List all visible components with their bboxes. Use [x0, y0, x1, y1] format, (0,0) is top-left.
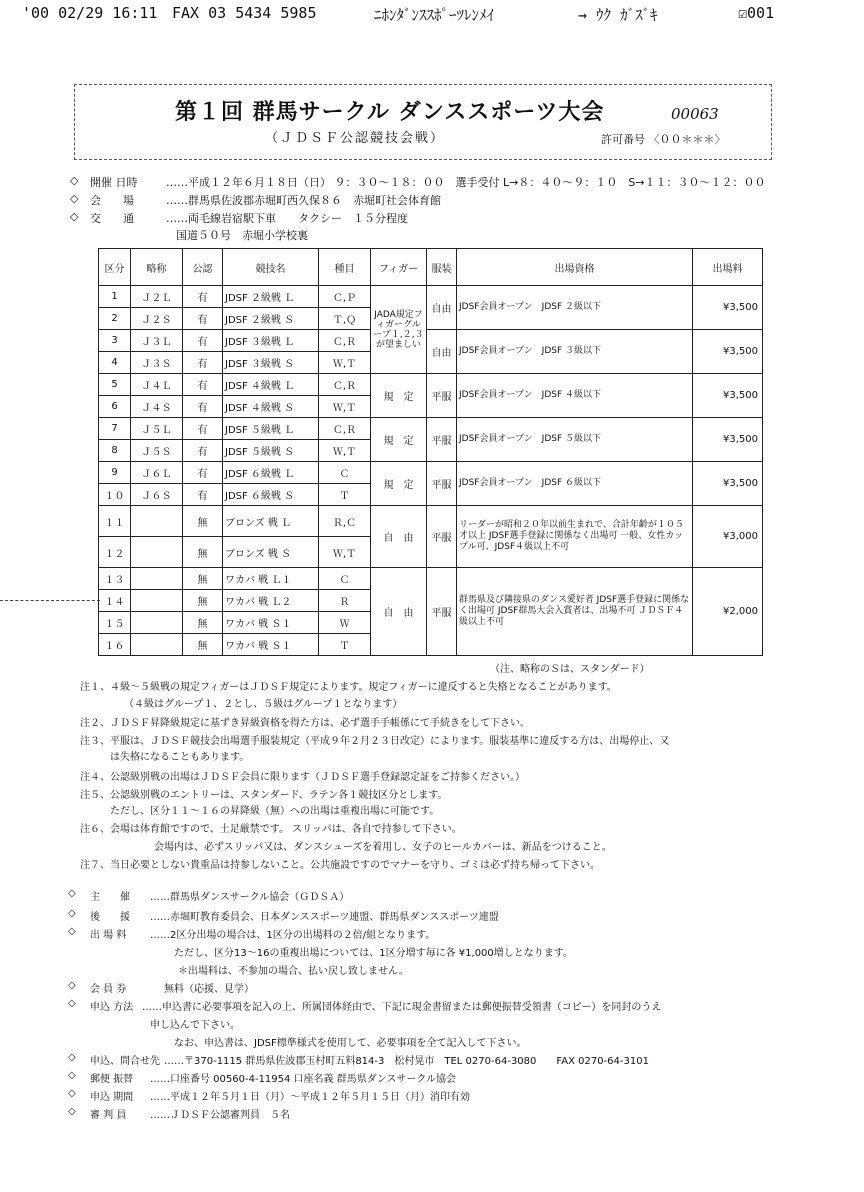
cell-event: Ｃ [319, 462, 371, 484]
note-line: ただし、区分１１～１６の昇降級（無）への出場は重複出場に可能です。 [110, 806, 440, 817]
note-line: 注６、会場は体育館ですので、土足厳禁です。 スリッパは、各自で持参して下さい。 [80, 824, 462, 835]
cell-code: Ｊ４Ｓ [131, 396, 183, 418]
cell-name: JDSF ５級戦 Ｌ [223, 418, 319, 440]
cell-name: ワカバ 戦 Ｓ１ [223, 634, 319, 656]
footer-value: ……2区分出場の場合は、1区分の出場料の２倍/組となります。 [150, 930, 436, 941]
footer-label: 申込 期間 [90, 1092, 134, 1103]
cell-name: JDSF ６級戦 Ｓ [223, 484, 319, 506]
cell-no: １６ [99, 634, 131, 656]
cell-official: 有 [183, 374, 223, 396]
cell-dress: 自由 [427, 330, 457, 374]
col-header: 公認 [183, 249, 223, 286]
cell-name: ブロンズ 戦 Ｓ [223, 537, 319, 568]
cell-event: Ｃ [319, 568, 371, 590]
cell-official: 有 [183, 286, 223, 308]
cell-official: 有 [183, 330, 223, 352]
col-header: 出場資格 [457, 249, 693, 286]
cell-figure: 自 由 [371, 506, 427, 568]
col-header: 競技名 [223, 249, 319, 286]
cell-code [131, 590, 183, 612]
footer-value: ……平成１２年５月１日（月）～平成１２年５月１５日（月）消印有効 [150, 1092, 470, 1103]
cell-qualification: JDSF会員オープン JDSF ３級以下 [457, 330, 693, 374]
cell-figure: 自 由 [371, 568, 427, 656]
footer-label: 後 援 [90, 912, 130, 923]
footer-value: 申し込んで下さい。 [150, 1020, 240, 1031]
col-header: 区分 [99, 249, 131, 286]
footer-section [68, 888, 848, 1128]
cell-event: Ｃ,Ｒ [319, 330, 371, 352]
cell-fee: ¥3,500 [693, 286, 763, 330]
cell-name: ワカバ 戦 Ｌ１ [223, 568, 319, 590]
competition-table [98, 248, 763, 656]
table-row [99, 330, 763, 352]
cell-event: Ｗ,Ｔ [319, 396, 371, 418]
info-line-access-2 [70, 227, 810, 243]
cell-figure: 規 定 [371, 374, 427, 418]
cell-qualification: JDSF会員オープン JDSF ６級以下 [457, 462, 693, 506]
diamond-icon: ◇ [70, 210, 79, 223]
cell-name: ワカバ 戦 Ｌ２ [223, 590, 319, 612]
cell-fee: ¥2,000 [693, 568, 763, 656]
cell-no: １３ [99, 568, 131, 590]
cell-name: JDSF ３級戦 Ｓ [223, 352, 319, 374]
cell-no: 3 [99, 330, 131, 352]
cell-official: 無 [183, 506, 223, 537]
diamond-icon: ◇ [68, 888, 76, 899]
cell-official: 有 [183, 396, 223, 418]
diamond-icon: ◇ [68, 908, 76, 919]
cell-qualification: リーダーが昭和２０年以前生まれで、合計年齢が１０５才以上 JDSF選手登録に関係なく出場可 一般、女性カップル可、JDSF４級以上不可 [457, 506, 693, 568]
cell-code [131, 568, 183, 590]
cell-official: 無 [183, 612, 223, 634]
cell-no: 7 [99, 418, 131, 440]
info-line-venue [70, 192, 810, 208]
footer-value: ……申込書に必要事項を記入の上、所属団体経由で、下記に現金書留または郵便振替受領書（コピー）を同封のうえ [142, 1002, 662, 1013]
cell-name: JDSF ５級戦 Ｓ [223, 440, 319, 462]
diamond-icon: ◇ [68, 926, 76, 937]
table-row [99, 462, 763, 484]
cell-no: １４ [99, 590, 131, 612]
permit-number: 許可番号 〈００＊＊＊〉 [601, 133, 726, 146]
cell-code: Ｊ３Ｌ [131, 330, 183, 352]
cell-code: Ｊ２Ｓ [131, 308, 183, 330]
diamond-icon: ◇ [70, 174, 79, 187]
diamond-icon: ◇ [68, 1070, 76, 1081]
cell-no: 4 [99, 352, 131, 374]
footer-value: 無料（応援、見学） [164, 984, 254, 995]
cell-code: Ｊ５Ｌ [131, 418, 183, 440]
info-label: 交 通 [90, 212, 134, 225]
cell-code [131, 506, 183, 537]
cell-fee: ¥3,000 [693, 506, 763, 568]
cell-dress: 平服 [427, 568, 457, 656]
cell-event: Ｃ,Ｐ [319, 286, 371, 308]
footer-label: 申込、問合せ先 [90, 1056, 160, 1067]
cell-name: JDSF ２級戦 Ｌ [223, 286, 319, 308]
col-header: フィガー [371, 249, 427, 286]
cell-no: 2 [99, 308, 131, 330]
table-row [99, 374, 763, 396]
cell-name: JDSF ３級戦 Ｌ [223, 330, 319, 352]
diamond-icon: ◇ [68, 1106, 76, 1117]
col-header: 種目 [319, 249, 371, 286]
page-subtitle: （ＪＤＳＦ公認競技会戦） [265, 131, 446, 146]
cell-name: JDSF ４級戦 Ｌ [223, 374, 319, 396]
cell-no: 5 [99, 374, 131, 396]
cell-name: JDSF ２級戦 Ｓ [223, 308, 319, 330]
cell-official: 無 [183, 590, 223, 612]
footer-value: ……口座番号 00560-4-11954 口座名義 群馬県ダンスサークル協会 [150, 1074, 457, 1085]
cell-event: Ｗ,Ｔ [319, 537, 371, 568]
cell-official: 有 [183, 418, 223, 440]
cell-code: Ｊ６Ｓ [131, 484, 183, 506]
footer-value: ……〒370-1115 群馬県佐波郡玉村町五料814-3 松村晃市 TEL 0270-64-3080 FAX 0270-64-3101 [164, 1056, 649, 1067]
cell-name: JDSF ４級戦 Ｓ [223, 396, 319, 418]
info-label: 会 場 [90, 194, 134, 207]
fax-header [22, 4, 822, 26]
cell-event: Ｗ,Ｔ [319, 440, 371, 462]
cell-official: 有 [183, 308, 223, 330]
cell-no: １１ [99, 506, 131, 537]
cell-no: 6 [99, 396, 131, 418]
footer-label: 主 催 [90, 892, 130, 903]
note-line: 注７、当日必要としない貴重品は持参しないこと。公共施設ですのでマナーを守り、ゴミは必ず持ち帰って下さい。 [80, 860, 600, 871]
cell-code: Ｊ４Ｌ [131, 374, 183, 396]
info-line-datetime [70, 174, 810, 190]
footer-value: ……赤堀町教育委員会、日本ダンススポーツ連盟、群馬県ダンススポーツ連盟 [150, 912, 499, 923]
col-header: 服装 [427, 249, 457, 286]
cell-fee: ¥3,500 [693, 418, 763, 462]
footer-value: ただし、区分13～16の重複出場については、1区分増す毎に各 ¥1,000増しとなります。 [174, 948, 573, 959]
fax-page: ☑001 [738, 4, 775, 22]
handwritten-number: 00063 [671, 105, 719, 123]
table-row [99, 568, 763, 590]
cell-code: Ｊ５Ｓ [131, 440, 183, 462]
cell-code: Ｊ２Ｌ [131, 286, 183, 308]
footer-label: 申込 方法 [90, 1002, 134, 1013]
cell-official: 有 [183, 484, 223, 506]
diamond-icon: ◇ [68, 1052, 76, 1063]
fax-number: FAX 03 5434 5985 [172, 4, 317, 22]
footer-label: 郵便 振替 [90, 1074, 134, 1085]
cell-fee: ¥3,500 [693, 462, 763, 506]
cell-no: 8 [99, 440, 131, 462]
cell-qualification: JDSF会員オープン JDSF ４級以下 [457, 374, 693, 418]
cell-official: 有 [183, 440, 223, 462]
table-row [99, 506, 763, 537]
cell-no: １０ [99, 484, 131, 506]
cell-figure: 規 定 [371, 462, 427, 506]
info-line-access [70, 210, 810, 226]
cell-no: 9 [99, 462, 131, 484]
cell-event: Ｒ,Ｃ [319, 506, 371, 537]
table-row [99, 418, 763, 440]
footer-value: ……群馬県ダンスサークル協会（ＧＤＳＡ） [150, 892, 350, 903]
info-value: ……平成１２年６月１８日（日） ９：３０～１８：００ 選手受付 L→８：４０～９：１０ S→１１：３０～１２：００ [166, 176, 766, 189]
cell-event: Ｗ [319, 612, 371, 634]
col-header: 略称 [131, 249, 183, 286]
note-line: 注１、４級～５級戦の規定フィガーはＪＤＳＦ規定によります。規定フィガーに違反すると失格となることがあります。 [80, 682, 617, 693]
cell-event: Ｗ,Ｔ [319, 352, 371, 374]
cell-code [131, 612, 183, 634]
cell-fee: ¥3,500 [693, 374, 763, 418]
cell-dress: 自由 [427, 286, 457, 330]
footer-value: なお、申込書は、JDSF標準様式を使用して、必要事項を全て記入して下さい。 [174, 1038, 527, 1049]
cell-qualification: 群馬県及び隣接県のダンス愛好者 JDSF選手登録に関係なく出場可 JDSF群馬大会入賞者は、出場不可 ＪＤＳＦ４級以上不可 [457, 568, 693, 656]
diamond-icon: ◇ [68, 1088, 76, 1099]
fax-sender: ﾆﾎﾝﾀﾞﾝｽｽﾎﾟｰﾂﾚﾝﾒｲ [374, 6, 495, 24]
diamond-icon: ◇ [68, 980, 76, 991]
page-title: 第１回 群馬サークル ダンススポーツ大会 [175, 99, 605, 125]
cell-official: 無 [183, 568, 223, 590]
note-line: （４級はグループ１、２とし、５級はグループ１となります） [124, 699, 403, 710]
title-box [74, 84, 772, 160]
fax-datetime: '00 02/29 16:11 [22, 4, 158, 22]
cell-event: Ｒ [319, 590, 371, 612]
cell-name: JDSF ６級戦 Ｌ [223, 462, 319, 484]
info-label: 開催 日時 [90, 176, 138, 189]
notes-section [80, 678, 840, 878]
cell-dress: 平服 [427, 374, 457, 418]
cell-dress: 平服 [427, 506, 457, 568]
diamond-icon: ◇ [68, 998, 76, 1009]
cut-line [0, 600, 100, 601]
cell-fee: ¥3,500 [693, 330, 763, 374]
cell-event: Ｔ [319, 634, 371, 656]
cell-code: Ｊ６Ｌ [131, 462, 183, 484]
note-line: 注３、平服は、ＪＤＳＦ競技会出場選手服装規定（平成９年２月２３日改定）によります。服装基準に違反する方は、出場停止、又 [80, 736, 670, 747]
cell-code [131, 634, 183, 656]
cell-event: Ｔ [319, 484, 371, 506]
note-line: は失格になることもあります。 [110, 752, 250, 763]
cell-official: 無 [183, 537, 223, 568]
note-line: 注４、公認級別戦の出場はＪＤＳＦ会員に限ります（ＪＤＳＦ選手登録認定証をご持参ください。） [80, 772, 525, 783]
cell-event: Ｃ,Ｒ [319, 418, 371, 440]
cell-figure: 規 定 [371, 418, 427, 462]
cell-official: 無 [183, 634, 223, 656]
cell-figure: JADA規定フィガーグループ１,２,３が望ましい [371, 286, 427, 374]
footer-value: ＊出場料は、不参加の場合、払い戻し致しません。 [178, 966, 409, 977]
footer-label: 審 判 員 [90, 1110, 127, 1121]
cell-no: １２ [99, 537, 131, 568]
cell-dress: 平服 [427, 462, 457, 506]
info-value: ……両毛線岩宿駅下車 タクシー １５分程度 [166, 212, 408, 225]
cell-no: １５ [99, 612, 131, 634]
col-header: 出場料 [693, 249, 763, 286]
note-line: 注２、ＪＤＳＦ昇降級規定に基ずき昇級資格を得た方は、必ず選手手帳係にて手続きをして下さい。 [80, 718, 530, 729]
cell-official: 有 [183, 462, 223, 484]
table-header [99, 249, 763, 286]
fax-recipient: → ｳｸ ｶﾞｽﾞｷ [578, 6, 658, 24]
note-line: 会場内は、必ずスリッパ又は、ダンスシューズを着用し、女子のヒールカバーは、新品をつけること。 [154, 842, 612, 853]
table-note: （注、略称のＳは、スタンダード） [490, 664, 650, 675]
cell-dress: 平服 [427, 418, 457, 462]
info-value: ……群馬県佐波郡赤堀町西久保８６ 赤堀町社会体育館 [166, 194, 441, 207]
cell-name: ブロンズ 戦 Ｌ [223, 506, 319, 537]
cell-qualification: JDSF会員オープン JDSF ５級以下 [457, 418, 693, 462]
cell-code [131, 537, 183, 568]
cell-official: 有 [183, 352, 223, 374]
cell-code: Ｊ３Ｓ [131, 352, 183, 374]
note-line: 注５、公認級別戦のエントリーは、スタンダード、ラテン各１競技区分とします。 [80, 790, 448, 801]
cell-event: Ｃ,Ｒ [319, 374, 371, 396]
cell-event: Ｔ,Ｑ [319, 308, 371, 330]
footer-value: ……ＪＤＳＦ公認審判員 ５名 [150, 1110, 290, 1121]
footer-label: 出 場 料 [90, 930, 127, 941]
cell-name: ワカバ 戦 Ｓ１ [223, 612, 319, 634]
table-row [99, 286, 763, 308]
info-value: 国道５０号 赤堀小学校裏 [176, 229, 308, 242]
cell-no: 1 [99, 286, 131, 308]
diamond-icon: ◇ [70, 192, 79, 205]
footer-label: 会 員 券 [90, 984, 127, 995]
cell-qualification: JDSF会員オープン JDSF ２級以下 [457, 286, 693, 330]
